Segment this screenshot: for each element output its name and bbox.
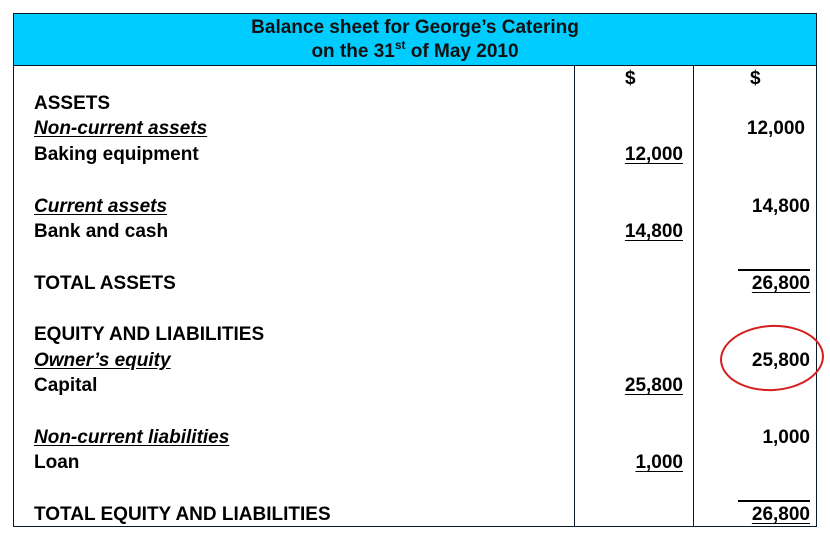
total-equity-rule <box>738 500 810 502</box>
row-label: TOTAL ASSETS <box>34 273 176 294</box>
row-assets <box>14 93 816 119</box>
row-label: TOTAL EQUITY AND LIABILITIES <box>34 504 331 525</box>
balance-sheet-table <box>13 13 817 527</box>
row-label: Baking equipment <box>34 144 199 165</box>
row-label: Non-current assets <box>34 118 208 139</box>
col2-value: 12,000 <box>746 118 805 139</box>
row-label: Current assets <box>34 196 168 217</box>
title-line-1: Balance sheet for George’s Catering <box>251 17 579 38</box>
col1-value: 14,800 <box>624 221 683 242</box>
row-label: Loan <box>34 452 80 473</box>
col2-value: 1,000 <box>762 427 810 448</box>
row-loan <box>14 452 816 478</box>
row-label: Non-current liabilities <box>34 427 230 448</box>
col2-value: 14,800 <box>751 196 810 217</box>
row-current-assets <box>14 196 816 222</box>
row-label: ASSETS <box>34 93 111 114</box>
col2-value-highlighted: 25,800 <box>751 350 810 371</box>
title-date-prefix: on the 31 <box>311 41 395 62</box>
title-line-2 <box>14 40 816 64</box>
row-label: Owner’s equity <box>34 350 171 371</box>
row-equity-and-liabilities <box>14 324 816 350</box>
row-baking-equipment <box>14 144 816 170</box>
row-bank-and-cash <box>14 221 816 247</box>
balance-sheet-title <box>14 14 816 66</box>
row-capital <box>14 375 816 401</box>
col2-value: 26,800 <box>751 273 810 294</box>
col1-value: 25,800 <box>624 375 683 396</box>
row-label: Capital <box>34 375 98 396</box>
row-total-assets <box>14 273 816 299</box>
col2-value: 26,800 <box>751 504 810 525</box>
row-non-current-assets <box>14 118 816 144</box>
total-assets-rule <box>738 269 810 271</box>
col1-currency-header: $ <box>625 68 636 89</box>
row-owners-equity <box>14 350 816 376</box>
col2-currency-header: $ <box>750 68 761 89</box>
col1-value: 12,000 <box>624 144 683 165</box>
row-non-current-liabilities <box>14 427 816 453</box>
col1-value: 1,000 <box>635 452 683 473</box>
row-label: EQUITY AND LIABILITIES <box>34 324 265 345</box>
row-label: Bank and cash <box>34 221 169 242</box>
row-total-equity-and-liabilities <box>14 504 816 530</box>
title-date-suffix: st <box>394 38 406 52</box>
title-date-rest: of May 2010 <box>405 41 519 62</box>
